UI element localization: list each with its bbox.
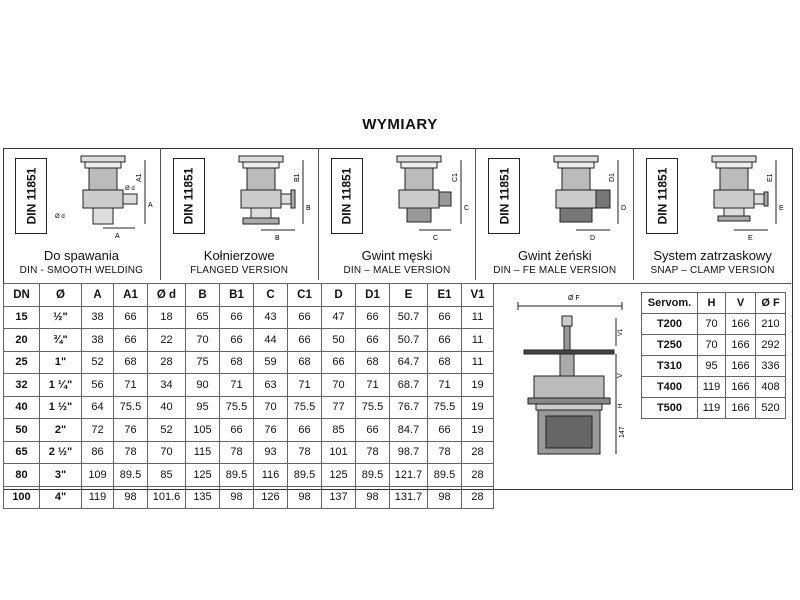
dimensions-body	[4, 306, 494, 509]
column-header: Ø d	[148, 284, 186, 307]
table-cell: 98	[428, 486, 462, 509]
dim-label: C	[463, 205, 469, 212]
table-cell: 80	[4, 464, 40, 487]
table-cell: 72	[82, 419, 114, 442]
table-cell: T500	[642, 398, 698, 419]
female-thread-valve-drawing	[526, 152, 626, 246]
table-cell: 40	[148, 396, 186, 419]
welding-valve-drawing	[53, 152, 153, 246]
table-cell: 166	[726, 377, 756, 398]
din-label-box	[173, 158, 205, 234]
table-cell: 70	[148, 441, 186, 464]
variant-subtitle: SNAP – CLAMP VERSION	[650, 265, 775, 276]
table-cell: 38	[82, 306, 114, 329]
table-cell: T310	[642, 356, 698, 377]
table-cell: 66	[322, 351, 356, 374]
column-header: B1	[220, 284, 254, 307]
table-cell: 75	[186, 351, 220, 374]
column-header: C1	[288, 284, 322, 307]
table-cell: 89.5	[114, 464, 148, 487]
table-cell: 15	[4, 306, 40, 329]
table-cell: 85	[148, 464, 186, 487]
table-cell: 109	[82, 464, 114, 487]
table-cell: 70	[698, 314, 726, 335]
table-cell: 71	[288, 374, 322, 397]
column-header: A1	[114, 284, 148, 307]
din-label-box	[15, 158, 47, 234]
table-cell: 68	[220, 351, 254, 374]
table-cell: 66	[288, 329, 322, 352]
table-cell: 28	[462, 464, 494, 487]
table-cell: 78	[114, 441, 148, 464]
variant-subtitle: DIN – FE MALE VERSION	[493, 265, 617, 276]
table-cell: 28	[462, 441, 494, 464]
din-label-box	[331, 158, 363, 234]
header-row	[642, 293, 786, 314]
table-cell: 68	[114, 351, 148, 374]
table-cell: 1"	[40, 351, 82, 374]
table-cell: 89.5	[220, 464, 254, 487]
table-cell: 68	[428, 351, 462, 374]
table-cell: 19	[462, 374, 494, 397]
din-label: DIN 11851	[497, 167, 512, 225]
table-cell: 68	[288, 351, 322, 374]
table-cell: 76.7	[390, 396, 428, 419]
variant-subtitle: DIN - SMOOTH WELDING	[19, 265, 144, 276]
table-cell: 32	[4, 374, 40, 397]
table-cell: 71	[114, 374, 148, 397]
table-cell: 66	[220, 419, 254, 442]
dim-label: V	[617, 373, 624, 378]
variant-flanged	[161, 148, 319, 280]
table-cell: 34	[148, 374, 186, 397]
table-row	[642, 314, 786, 335]
table-cell: 19	[462, 396, 494, 419]
table-cell: 52	[82, 351, 114, 374]
table-cell: T400	[642, 377, 698, 398]
variant-name: Do spawania	[43, 248, 119, 263]
table-cell: 66	[220, 329, 254, 352]
table-cell: 98	[288, 486, 322, 509]
table-cell: 2 ½"	[40, 441, 82, 464]
page-title: WYMIARY	[362, 116, 438, 133]
variant-welding	[3, 148, 161, 280]
table-cell: 125	[186, 464, 220, 487]
table-cell: 70	[322, 374, 356, 397]
dim-label: B	[274, 235, 280, 242]
table-cell: 19	[462, 419, 494, 442]
table-cell: T200	[642, 314, 698, 335]
dim-label: 147	[619, 426, 626, 438]
dim-label: V1	[618, 328, 624, 336]
table-cell: 105	[186, 419, 220, 442]
table-cell: 38	[82, 329, 114, 352]
column-header: D1	[356, 284, 390, 307]
table-row	[4, 441, 494, 464]
table-cell: 95	[186, 396, 220, 419]
table-cell: 70	[698, 335, 726, 356]
table-cell: 66	[356, 419, 390, 442]
dim-label: E	[779, 205, 784, 212]
table-cell: 11	[462, 351, 494, 374]
table-row	[4, 374, 494, 397]
dim-label: A	[115, 233, 120, 240]
table-cell: 28	[148, 351, 186, 374]
table-cell: 78	[288, 441, 322, 464]
actuator-drawing	[512, 288, 638, 484]
column-header: V1	[462, 284, 494, 307]
servomotor-body	[642, 314, 786, 419]
table-cell: 68.7	[390, 374, 428, 397]
table-cell: 408	[756, 377, 786, 398]
dim-label: D	[621, 205, 627, 212]
table-cell: 166	[726, 314, 756, 335]
table-cell: 90	[186, 374, 220, 397]
table-cell: 98	[114, 486, 148, 509]
table-cell: 66	[288, 419, 322, 442]
table-cell: 47	[322, 306, 356, 329]
variant-name: System zatrzaskowy	[653, 248, 772, 263]
table-cell: 89.5	[356, 464, 390, 487]
table-cell: 40	[4, 396, 40, 419]
table-cell: 50.7	[390, 329, 428, 352]
variant-subtitle: FLANGED VERSION	[190, 265, 289, 276]
table-cell: 78	[428, 441, 462, 464]
table-cell: 71	[220, 374, 254, 397]
table-cell: 116	[254, 464, 288, 487]
column-header: C	[254, 284, 288, 307]
table-cell: 86	[82, 441, 114, 464]
variant-snap-clamp	[634, 148, 791, 280]
table-cell: 70	[186, 329, 220, 352]
table-cell: 1 ¼"	[40, 374, 82, 397]
table-cell: 84.7	[390, 419, 428, 442]
table-cell: 131.7	[390, 486, 428, 509]
table-cell: 56	[82, 374, 114, 397]
table-row	[4, 396, 494, 419]
column-header: Servom.	[642, 293, 698, 314]
table-cell: 28	[462, 486, 494, 509]
table-cell: 77	[322, 396, 356, 419]
dim-label: A1	[136, 173, 143, 182]
variant-name: Kołnierzowe	[203, 248, 275, 263]
table-cell: 166	[726, 356, 756, 377]
dim-label: H	[618, 403, 624, 408]
table-row	[642, 398, 786, 419]
table-row	[642, 377, 786, 398]
table-cell: 135	[186, 486, 220, 509]
column-header: E	[390, 284, 428, 307]
table-cell: 66	[114, 306, 148, 329]
table-cell: 75.5	[114, 396, 148, 419]
table-cell: 75.5	[288, 396, 322, 419]
din-label: DIN 11851	[181, 167, 196, 225]
din-label: DIN 11851	[655, 167, 670, 225]
din-label: DIN 11851	[24, 167, 38, 225]
dim-label: D	[590, 235, 596, 242]
dim-label: A	[148, 202, 153, 209]
table-cell: 1 ½"	[40, 396, 82, 419]
table-cell: 25	[4, 351, 40, 374]
table-cell: 78	[220, 441, 254, 464]
table-cell: 50.7	[390, 306, 428, 329]
table-cell: 63	[254, 374, 288, 397]
table-cell: 71	[428, 374, 462, 397]
dim-label: Ø F	[568, 295, 580, 302]
table-cell: 43	[254, 306, 288, 329]
column-header: H	[698, 293, 726, 314]
table-cell: 66	[428, 306, 462, 329]
table-cell: 119	[698, 377, 726, 398]
table-cell: 76	[254, 419, 288, 442]
table-cell: 292	[756, 335, 786, 356]
column-header: Ø F	[756, 293, 786, 314]
table-cell: 3"	[40, 464, 82, 487]
column-header: V	[726, 293, 756, 314]
column-header: A	[82, 284, 114, 307]
dimensions-header	[4, 284, 494, 307]
table-row	[4, 306, 494, 329]
table-cell: 78	[356, 441, 390, 464]
table-cell: 115	[186, 441, 220, 464]
dim-label: B1	[293, 173, 301, 182]
column-header: DN	[4, 284, 40, 307]
column-header: E1	[428, 284, 462, 307]
dim-label: Ø d	[125, 186, 135, 192]
table-cell: 75.5	[428, 396, 462, 419]
table-cell: 4"	[40, 486, 82, 509]
table-cell: 65	[186, 306, 220, 329]
male-thread-valve-drawing	[369, 152, 469, 246]
dim-label: E	[748, 235, 753, 242]
table-row	[4, 351, 494, 374]
table-cell: 70	[254, 396, 288, 419]
variant-strip	[3, 148, 791, 280]
table-cell: T250	[642, 335, 698, 356]
snap-clamp-valve-drawing	[684, 152, 784, 246]
dim-label: B	[305, 205, 311, 212]
table-cell: 65	[4, 441, 40, 464]
table-cell: 75.5	[220, 396, 254, 419]
table-cell: 2"	[40, 419, 82, 442]
table-cell: ½"	[40, 306, 82, 329]
table-cell: 66	[288, 306, 322, 329]
table-cell: 66	[428, 419, 462, 442]
variant-male-thread	[319, 148, 477, 280]
table-cell: 66	[114, 329, 148, 352]
dim-label: Ø d	[55, 214, 65, 220]
variant-subtitle: DIN – MALE VERSION	[343, 265, 451, 276]
table-cell: 52	[148, 419, 186, 442]
variant-name: Gwint męski	[361, 248, 433, 263]
variant-name: Gwint żeński	[517, 248, 592, 263]
din-label-box	[488, 158, 520, 234]
table-cell: 20	[4, 329, 40, 352]
table-cell: 125	[322, 464, 356, 487]
flanged-valve-drawing	[211, 152, 311, 246]
table-cell: 166	[726, 398, 756, 419]
table-row	[4, 419, 494, 442]
servomotor-table	[641, 292, 786, 419]
table-cell: ¾"	[40, 329, 82, 352]
table-cell: 119	[82, 486, 114, 509]
table-cell: 66	[428, 329, 462, 352]
dim-label: E1	[767, 173, 775, 182]
table-cell: 50	[322, 329, 356, 352]
table-cell: 520	[756, 398, 786, 419]
column-header: B	[186, 284, 220, 307]
table-cell: 59	[254, 351, 288, 374]
table-cell: 336	[756, 356, 786, 377]
table-cell: 137	[322, 486, 356, 509]
table-cell: 66	[356, 329, 390, 352]
table-cell: 85	[322, 419, 356, 442]
variant-female-thread	[476, 148, 634, 280]
table-cell: 22	[148, 329, 186, 352]
table-cell: 75.5	[356, 396, 390, 419]
table-cell: 89.5	[428, 464, 462, 487]
table-cell: 76	[114, 419, 148, 442]
dimensions-table	[3, 283, 494, 509]
table-cell: 68	[356, 351, 390, 374]
table-cell: 11	[462, 329, 494, 352]
table-cell: 210	[756, 314, 786, 335]
table-row	[4, 486, 494, 509]
table-cell: 98.7	[390, 441, 428, 464]
table-cell: 66	[220, 306, 254, 329]
table-cell: 66	[356, 306, 390, 329]
table-cell: 95	[698, 356, 726, 377]
dim-label: C	[432, 235, 438, 242]
table-cell: 126	[254, 486, 288, 509]
table-cell: 93	[254, 441, 288, 464]
table-cell: 64.7	[390, 351, 428, 374]
table-cell: 44	[254, 329, 288, 352]
table-cell: 98	[356, 486, 390, 509]
table-cell: 121.7	[390, 464, 428, 487]
din-label-box	[646, 158, 678, 234]
table-cell: 18	[148, 306, 186, 329]
table-cell: 100	[4, 486, 40, 509]
table-row	[642, 335, 786, 356]
table-cell: 71	[356, 374, 390, 397]
table-cell: 98	[220, 486, 254, 509]
table-cell: 166	[726, 335, 756, 356]
table-cell: 50	[4, 419, 40, 442]
servomotor-header	[642, 293, 786, 314]
header-row	[4, 284, 494, 307]
column-header: D	[322, 284, 356, 307]
table-cell: 64	[82, 396, 114, 419]
table-cell: 101	[322, 441, 356, 464]
table-cell: 101.6	[148, 486, 186, 509]
table-row	[4, 464, 494, 487]
table-row	[4, 329, 494, 352]
table-cell: 119	[698, 398, 726, 419]
column-header: Ø	[40, 284, 82, 307]
table-cell: 89.5	[288, 464, 322, 487]
table-row	[642, 356, 786, 377]
dim-label: D1	[609, 173, 617, 182]
dim-label: C1	[451, 173, 459, 182]
din-label: DIN 11851	[339, 167, 354, 225]
table-cell: 11	[462, 306, 494, 329]
